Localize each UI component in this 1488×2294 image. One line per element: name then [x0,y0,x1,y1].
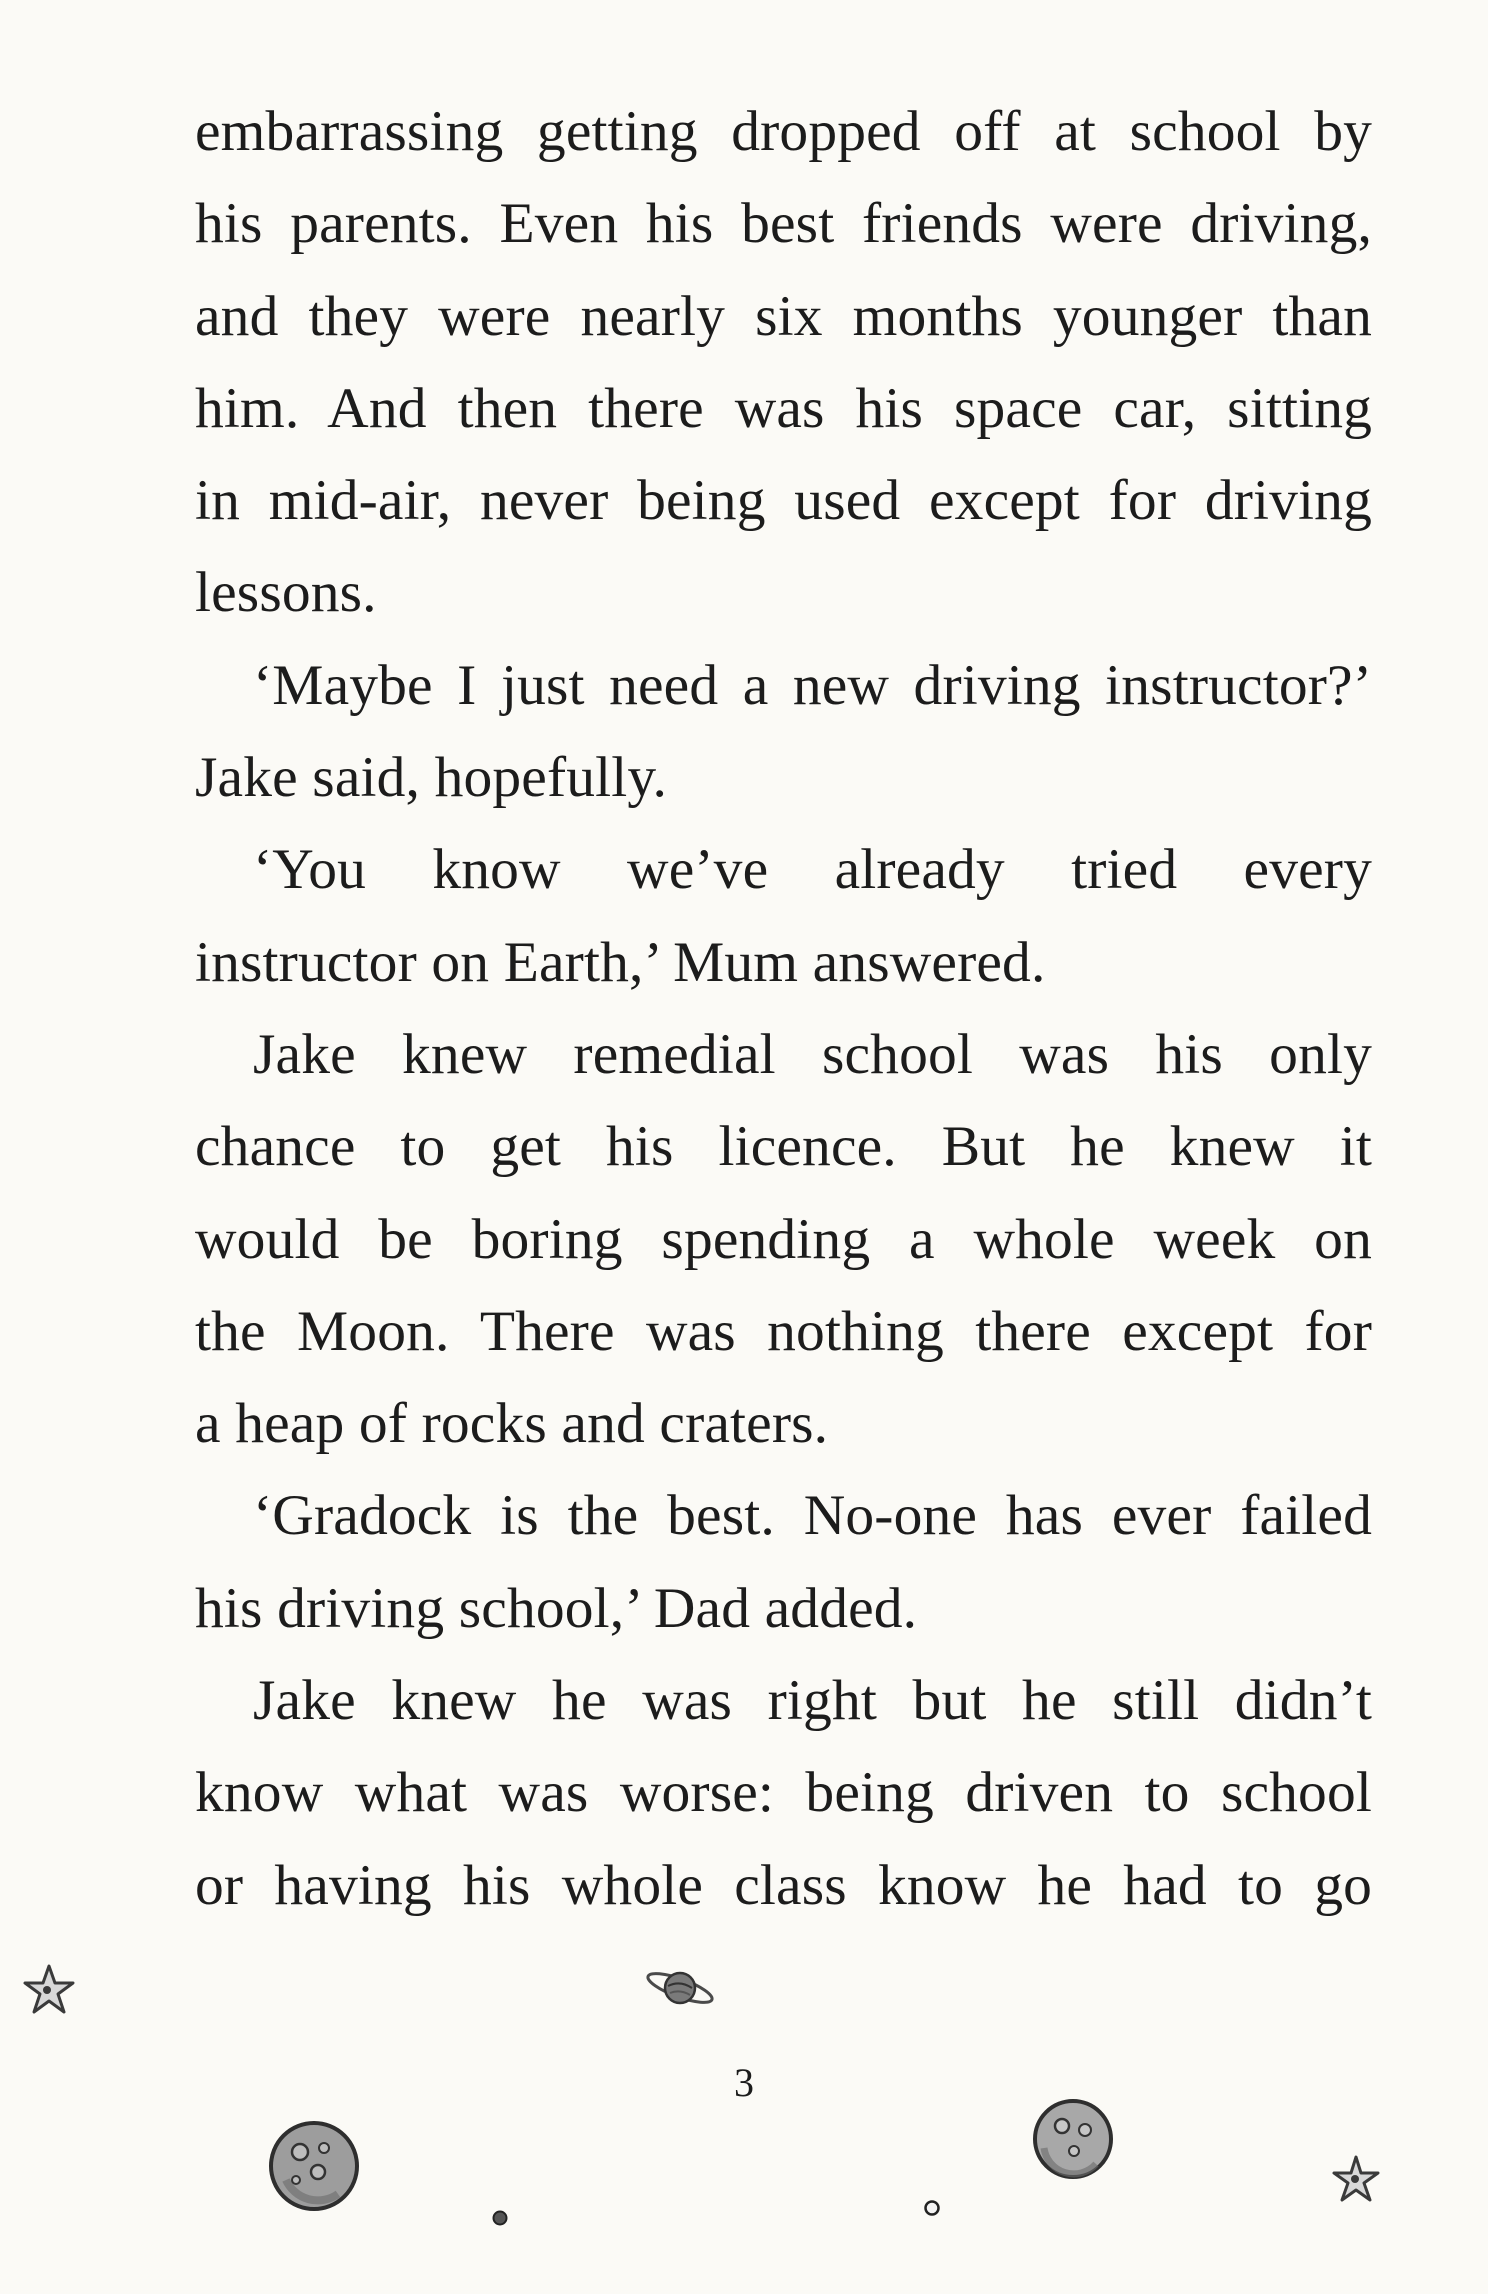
text-line: his parents. Even his best friends were driving, [195,192,1372,256]
ringed-planet-icon [640,1958,720,2018]
page-number: 3 [734,2060,754,2105]
text-line: Jake said, hopefully. [195,746,668,810]
text-line: know what was worse: being driven to school [195,1761,1372,1825]
text-line: Jake knew he was right but he still didn’t [253,1669,1372,1733]
text-line: or having his whole class know he had to go [195,1853,1372,1917]
text-line: him. And then there was his space car, sitting [195,376,1372,440]
text-line: chance to get his licence. But he knew it [195,1115,1372,1179]
star-icon [20,1962,78,2020]
moon-icon [266,2118,362,2214]
text-line: lessons. [195,561,377,625]
moon-icon [1030,2096,1116,2182]
text-line: ‘Maybe I just need a new driving instructor?’ [253,653,1372,717]
text-line: Jake knew remedial school was his only [253,1022,1372,1086]
text-line: instructor on Earth,’ Mum answered. [195,930,1046,994]
dot-planet-icon [922,2198,942,2218]
dot-planet-icon [490,2208,510,2228]
text-line: the Moon. There was nothing there except for [195,1299,1372,1363]
star-icon [1330,2154,1382,2206]
text-line: his driving school,’ Dad added. [195,1576,918,1640]
text-line: a heap of rocks and craters. [195,1392,829,1456]
text-line: and they were nearly six months younger than [195,284,1372,348]
text-line: would be boring spending a whole week on [195,1207,1372,1271]
text-line: embarrassing getting dropped off at school by [195,100,1372,163]
body-text [195,86,1372,1932]
text-line: in mid-air, never being used except for driving [195,469,1372,533]
text-line: ‘You know we’ve already tried every [253,838,1372,902]
text-line: ‘Gradock is the best. No-one has ever failed [253,1484,1372,1548]
